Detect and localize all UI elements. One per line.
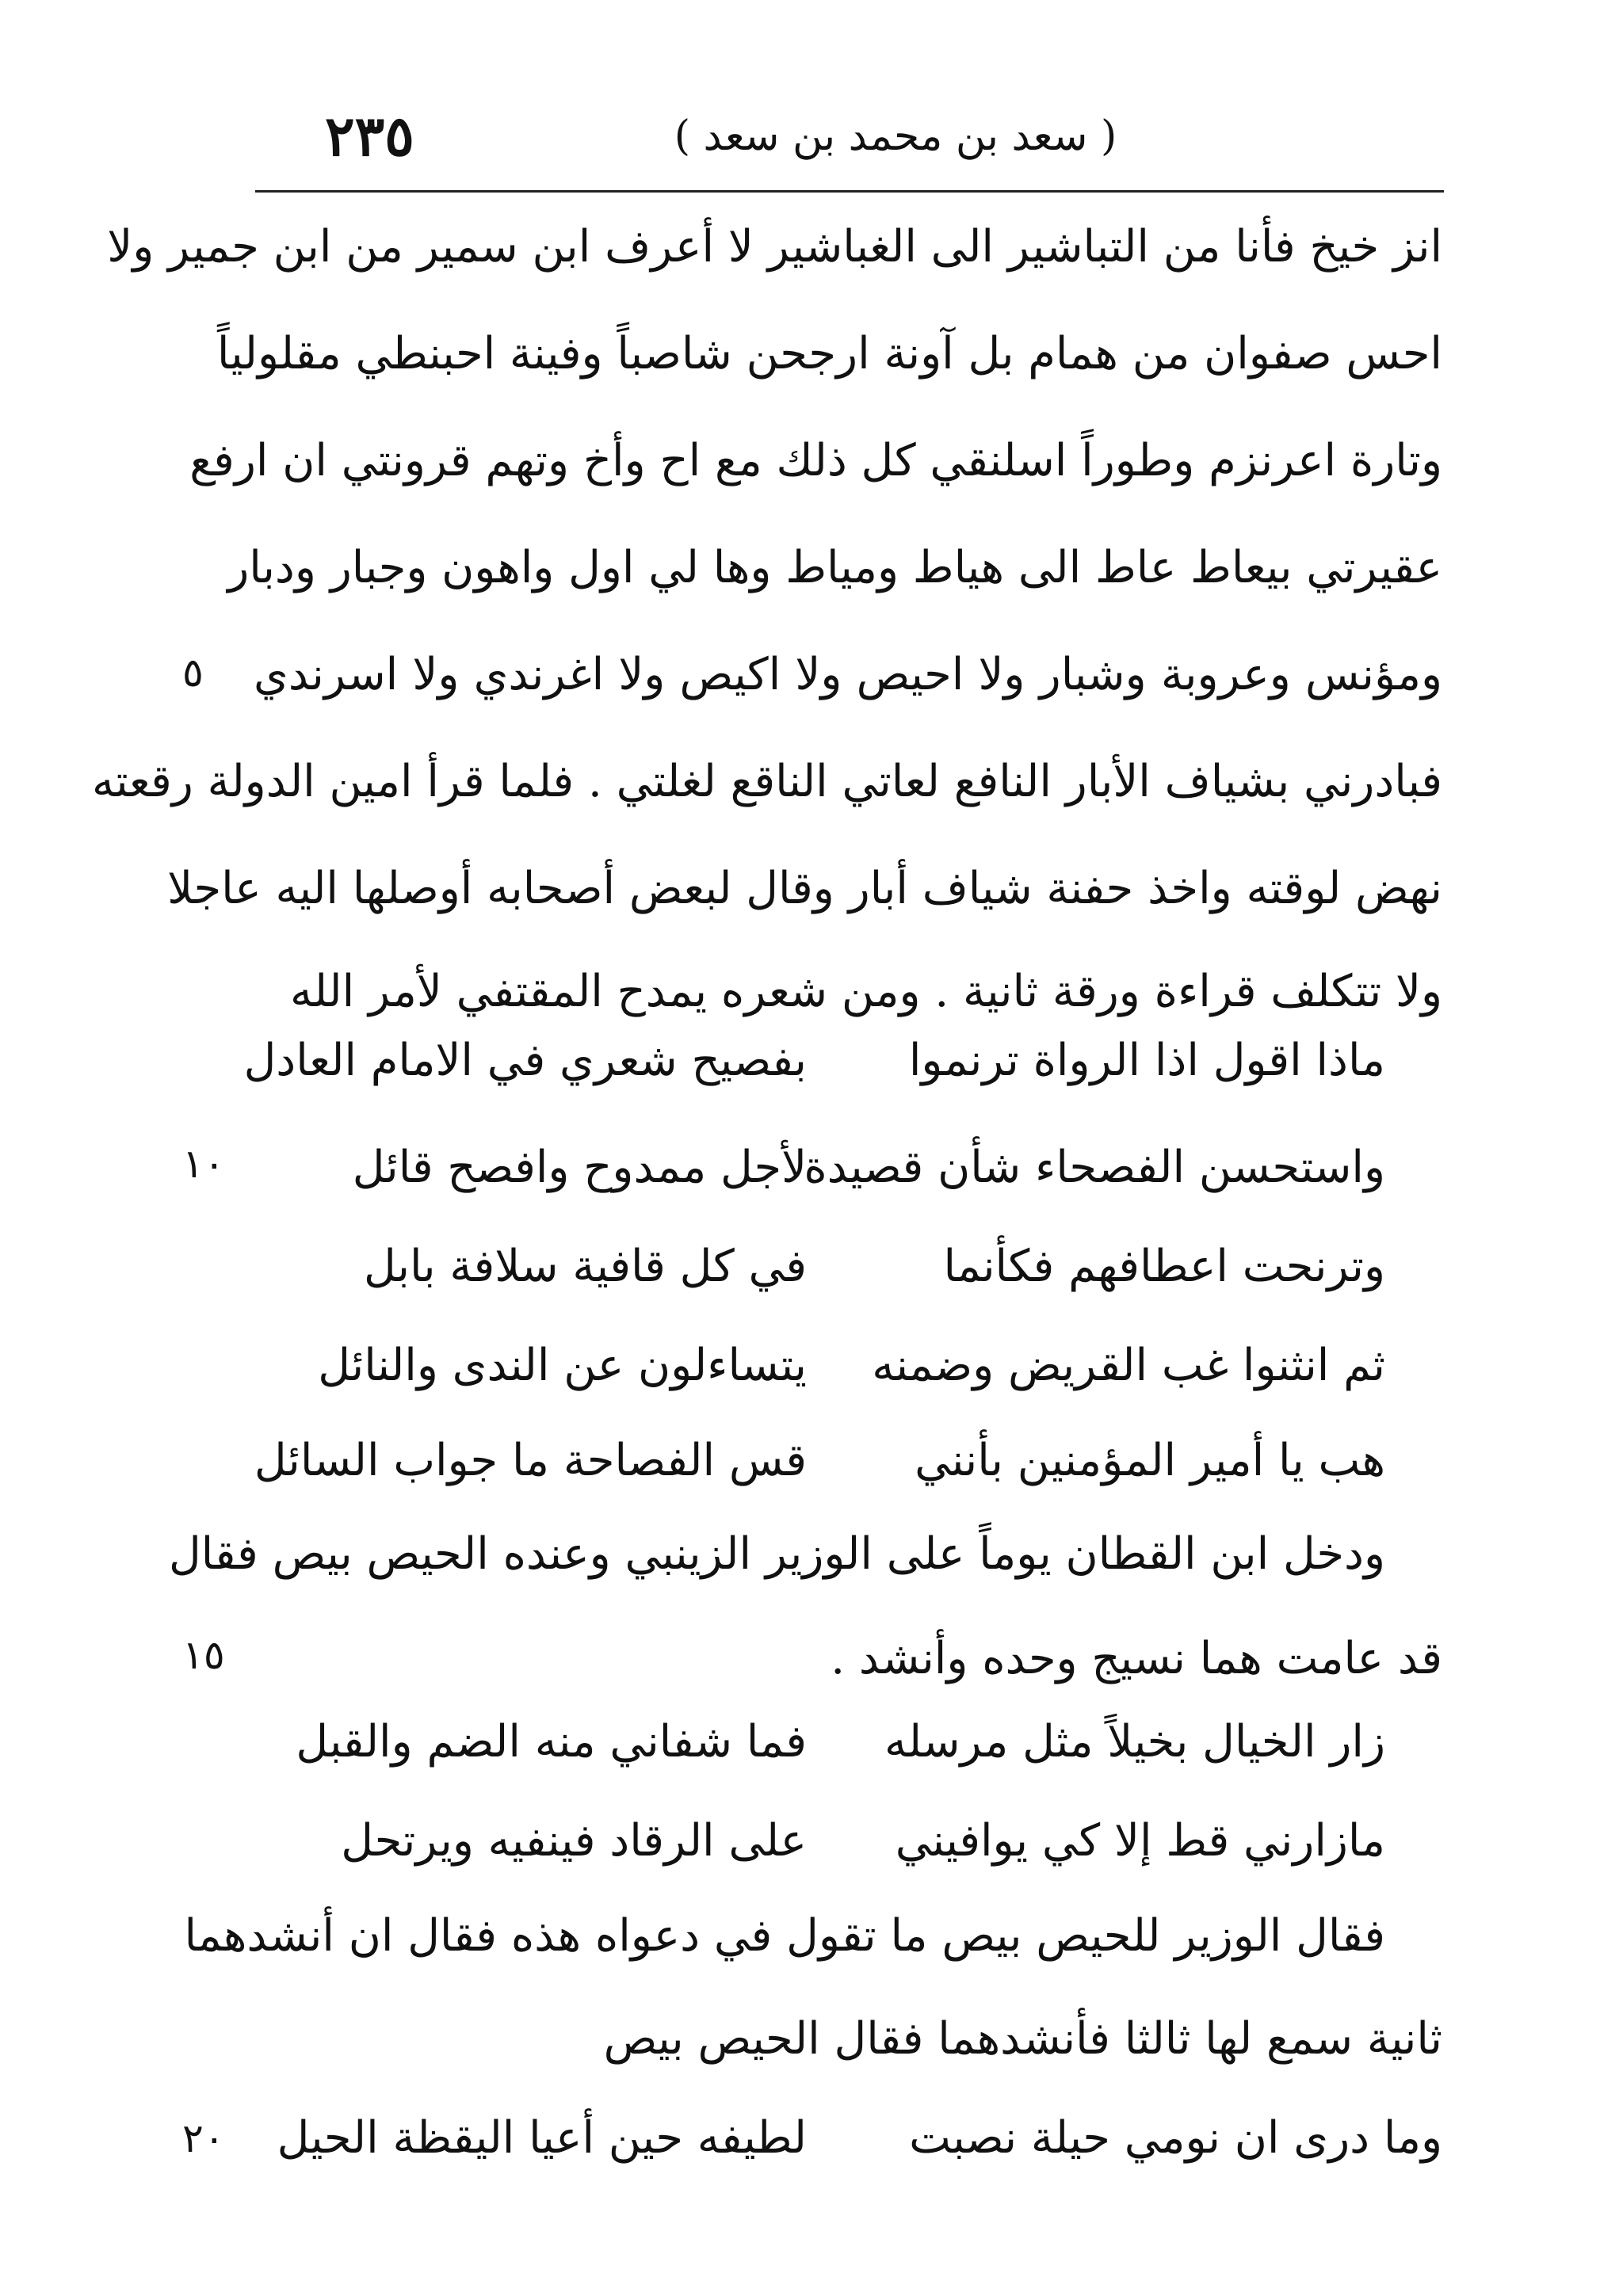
verse-first-hemistich: زار الخيال بخيلاً مثل مرسله	[884, 1716, 1385, 1768]
line-number: ١٠	[182, 1141, 225, 1187]
prose-line: فقال الوزير للحيص بيص ما تقول في دعواه هذه فقال ان أنشدهما	[184, 1910, 1385, 1962]
verse-second-hemistich: على الرقاد فينفيه ويرتحل	[341, 1815, 807, 1867]
verse-second-hemistich: يتساءلون عن الندى والنائل	[318, 1340, 807, 1391]
verse-second-hemistich: في كل قافية سلافة بابل	[363, 1241, 807, 1292]
running-title: ( سعد بن محمد بن سعد )	[674, 113, 1117, 160]
line-number: ٢٠	[182, 2115, 225, 2161]
prose-line: ثانية سمع لها ثالثا فأنشدهما فقال الحيص بيص	[603, 2013, 1442, 2065]
prose-line: احس صفوان من همام بل آونة ارجحن شاصباً وفينة احبنطي مقلولياً	[216, 328, 1442, 379]
prose-line: فبادرني بشياف الأبار النافع لعاتي الناقع لغلتي . فلما قرأ امين الدولة رقعته	[92, 756, 1442, 807]
prose-line: ولا تتكلف قراءة ورقة ثانية . ومن شعره يمدح المقتفي لأمر الله	[289, 966, 1442, 1017]
verse-first-hemistich: واستحسن الفصحاء شأن قصيدة	[804, 1142, 1385, 1193]
verse-first-hemistich: ماذا اقول اذا الرواة ترنموا	[908, 1035, 1385, 1086]
verse-first-hemistich: وما درى ان نومي حيلة نصبت	[909, 2112, 1442, 2164]
line-number: ١٥	[182, 1632, 225, 1678]
prose-line: انز خيخ فأنا من التباشير الى الغباشير لا أعرف ابن سمير من ابن جمير ولا	[107, 221, 1442, 273]
verse-first-hemistich: مازارني قط إلا كي يوافيني	[895, 1815, 1385, 1867]
page-header	[254, 103, 1442, 190]
verse-first-hemistich: هب يا أمير المؤمنين بأنني	[915, 1435, 1385, 1486]
verse-second-hemistich: لأجل ممدوح وافصح قائل	[352, 1142, 807, 1193]
page-number: ٢٣٥	[325, 103, 414, 169]
verse-second-hemistich: فما شفاني منه الضم والقبل	[296, 1716, 807, 1768]
prose-line: وتارة اعرنزم وطوراً اسلنقي كل ذلك مع اح وأخ وتهم قرونتي ان ارفع	[189, 435, 1442, 486]
verse-second-hemistich: لطيفه حين أعيا اليقظة الحيل	[277, 2112, 807, 2164]
line-number: ٥	[182, 650, 204, 696]
verse-first-hemistich: ثم انثنوا غب القريض وضمنه	[872, 1340, 1385, 1391]
prose-line: عقيرتي بيعاط عاط الى هياط ومياط وها لي اول واهون وجبار ودبار	[227, 542, 1442, 593]
prose-line: ومؤنس وعروبة وشبار ولا احيص ولا اكيص ولا اغرندي ولا اسرندي	[254, 649, 1442, 700]
prose-line: ودخل ابن القطان يوماً على الوزير الزينبي وعنده الحيص بيص فقال	[168, 1528, 1385, 1580]
verse-first-hemistich: وترنحت اعطافهم فكأنما	[943, 1241, 1385, 1292]
verse-second-hemistich: بفصيح شعري في الامام العادل	[243, 1035, 807, 1086]
verse-second-hemistich: قس الفصاحة ما جواب السائل	[254, 1435, 807, 1486]
header-rule	[255, 190, 1444, 193]
prose-line: قد عامت هما نسيج وحده وأنشد .	[831, 1633, 1442, 1684]
prose-line: نهض لوقته واخذ حفنة شياف أبار وقال لبعض أصحابه أوصلها اليه عاجلا	[167, 863, 1442, 914]
